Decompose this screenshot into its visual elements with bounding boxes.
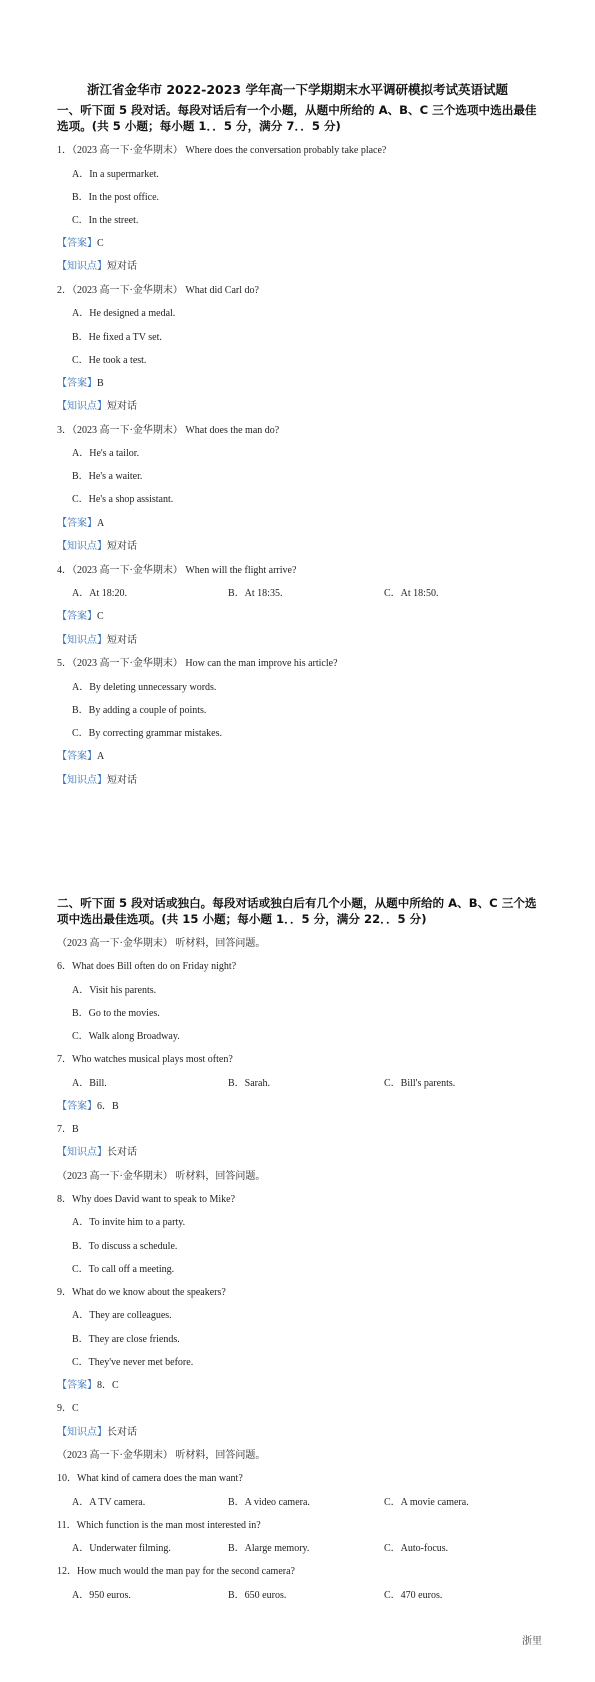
question-number: 5． <box>57 658 72 669</box>
knowledge-point-value: 长对话 <box>107 1147 137 1158</box>
answer-group-1 <box>57 1097 119 1112</box>
question-source: （2023 高一下·金华期末） <box>72 425 183 436</box>
answer-value: C <box>97 238 104 249</box>
knowledge-point-value: 短对话 <box>107 541 137 552</box>
option-2c: C．He took a test. <box>72 355 147 366</box>
section-1-heading-line-1: 一、听下面 5 段对话。每段对话后有一个小题，从题中所给的 A、B、C 三个选项中选出最佳 <box>57 103 537 117</box>
question-10: 10．What kind of camera does the man want? <box>57 1473 243 1484</box>
question-number: 1． <box>57 145 72 156</box>
section-1-heading <box>57 103 555 134</box>
question-3 <box>57 421 279 436</box>
option-10c: C．A movie camera. <box>384 1497 469 1508</box>
page-footer-mark: 浙里 <box>522 1636 542 1647</box>
option-3a: A．He's a tailor. <box>72 448 140 459</box>
question-2 <box>57 281 259 296</box>
answer-4 <box>57 607 104 622</box>
knowledge-point-2 <box>57 397 137 412</box>
answer-value: A <box>97 751 105 762</box>
answer-group-2-line-2: 9．C <box>57 1403 79 1414</box>
option-10a: A．A TV camera. <box>72 1497 146 1508</box>
option-11b: B．Alarge memory. <box>228 1543 310 1554</box>
option-3b: B．He's a waiter. <box>72 471 143 482</box>
answer-tag: 【答案】 <box>57 751 97 762</box>
knowledge-point-3 <box>57 537 137 552</box>
option-7a: A．Bill. <box>72 1078 107 1089</box>
answer-tag: 【答案】 <box>57 238 97 249</box>
knowledge-point-tag: 【知识点】 <box>57 401 107 412</box>
option-2a: A．He designed a medal. <box>72 308 176 319</box>
option-3c: C．He's a shop assistant. <box>72 494 174 505</box>
knowledge-point-group-2 <box>57 1423 137 1438</box>
group-3-intro: （2023 高一下·金华期末） 听材料，回答问题。 <box>57 1450 266 1461</box>
question-source: （2023 高一下·金华期末） <box>72 285 183 296</box>
option-5a: A．By deleting unnecessary words. <box>72 682 217 693</box>
question-number: 2． <box>57 285 72 296</box>
answer-tag: 【答案】 <box>57 378 97 389</box>
knowledge-point-tag: 【知识点】 <box>57 1427 107 1438</box>
option-6a: A．Visit his parents. <box>72 985 157 996</box>
option-11c: C．Auto-focus. <box>384 1543 449 1554</box>
document-title: 浙江省金华市 2022-2023 学年高一下学期期末水平调研模拟考试英语试题 <box>87 82 508 97</box>
option-4a: A．At 18:20. <box>72 588 127 599</box>
option-5b: B．By adding a couple of points. <box>72 705 207 716</box>
knowledge-point-tag: 【知识点】 <box>57 1147 107 1158</box>
option-12a: A．950 euros. <box>72 1590 131 1601</box>
question-4 <box>57 561 296 576</box>
knowledge-point-group-1 <box>57 1143 137 1158</box>
answer-value: B <box>97 378 104 389</box>
section-2-heading <box>57 896 555 927</box>
question-text: What does the man do? <box>185 425 280 436</box>
option-9a: A．They are colleagues. <box>72 1310 172 1321</box>
knowledge-point-tag: 【知识点】 <box>57 541 107 552</box>
knowledge-point-value: 短对话 <box>107 635 137 646</box>
question-8: 8．Why does David want to speak to Mike? <box>57 1194 236 1205</box>
knowledge-point-value: 短对话 <box>107 401 137 412</box>
question-source: （2023 高一下·金华期末） <box>72 658 183 669</box>
answer-tag: 【答案】 <box>57 1101 97 1112</box>
answer-tag: 【答案】 <box>57 611 97 622</box>
question-number: 4． <box>57 565 72 576</box>
question-9: 9．What do we know about the speakers? <box>57 1287 226 1298</box>
option-8b: B．To discuss a schedule. <box>72 1241 178 1252</box>
knowledge-point-value: 短对话 <box>107 775 137 786</box>
option-8a: A．To invite him to a party. <box>72 1217 186 1228</box>
section-2-heading-line-1: 二、听下面 5 段对话或独白。每段对话或独白后有几个小题，从题中所给的 A、B、C 三个选 <box>57 896 537 910</box>
answer-1 <box>57 234 104 249</box>
group-2-intro: （2023 高一下·金华期末） 听材料，回答问题。 <box>57 1171 266 1182</box>
knowledge-point-value: 长对话 <box>107 1427 137 1438</box>
option-6b: B．Go to the movies. <box>72 1008 160 1019</box>
question-text: Where does the conversation probably take place? <box>185 145 387 156</box>
option-1a: A．In a supermarket. <box>72 169 159 180</box>
question-6: 6．What does Bill often do on Friday night? <box>57 961 237 972</box>
answer-value: 8．C <box>97 1380 119 1391</box>
question-number: 3． <box>57 425 72 436</box>
question-12: 12．How much would the man pay for the second camera? <box>57 1566 295 1577</box>
question-text: How can the man improve his article? <box>185 658 338 669</box>
option-9b: B．They are close friends. <box>72 1334 180 1345</box>
question-source: （2023 高一下·金华期末） <box>72 565 183 576</box>
question-7: 7．Who watches musical plays most often? <box>57 1054 233 1065</box>
answer-2 <box>57 374 104 389</box>
answer-tag: 【答案】 <box>57 518 97 529</box>
question-11: 11．Which function is the man most interested in? <box>57 1520 261 1531</box>
option-8c: C．To call off a meeting. <box>72 1264 175 1275</box>
knowledge-point-tag: 【知识点】 <box>57 261 107 272</box>
section-1-heading-line-2: 选项。(共 5 小题；每小题 1．．5 分，满分 7．．5 分) <box>57 118 341 133</box>
question-text: What did Carl do? <box>185 285 259 296</box>
group-1-intro: （2023 高一下·金华期末） 听材料，回答问题。 <box>57 938 266 949</box>
question-source: （2023 高一下·金华期末） <box>72 145 183 156</box>
answer-tag: 【答案】 <box>57 1380 97 1391</box>
answer-3 <box>57 514 104 529</box>
answer-group-2 <box>57 1376 119 1391</box>
knowledge-point-4 <box>57 631 137 646</box>
question-1 <box>57 141 386 156</box>
option-4b: B．At 18:35. <box>228 588 283 599</box>
option-9c: C．They've never met before. <box>72 1357 194 1368</box>
knowledge-point-value: 短对话 <box>107 261 137 272</box>
option-6c: C．Walk along Broadway. <box>72 1031 180 1042</box>
section-2-heading-line-2: 项中选出最佳选项。(共 15 小题；每小题 1．．5 分，满分 22．．5 分) <box>57 911 427 926</box>
knowledge-point-tag: 【知识点】 <box>57 775 107 786</box>
option-1c: C．In the street. <box>72 215 139 226</box>
answer-5 <box>57 747 104 762</box>
option-1b: B．In the post office. <box>72 192 160 203</box>
knowledge-point-5 <box>57 771 137 786</box>
answer-group-1-line-2: 7．B <box>57 1124 79 1135</box>
option-7b: B．Sarah. <box>228 1078 270 1089</box>
option-12c: C．470 euros. <box>384 1590 443 1601</box>
knowledge-point-tag: 【知识点】 <box>57 635 107 646</box>
option-2b: B．He fixed a TV set. <box>72 332 162 343</box>
question-5 <box>57 654 338 669</box>
knowledge-point-1 <box>57 257 137 272</box>
answer-value: C <box>97 611 104 622</box>
option-7c: C．Bill's parents. <box>384 1078 456 1089</box>
option-4c: C．At 18:50. <box>384 588 439 599</box>
answer-value: A <box>97 518 105 529</box>
option-5c: C．By correcting grammar mistakes. <box>72 728 222 739</box>
answer-value: 6．B <box>97 1101 119 1112</box>
option-10b: B．A video camera. <box>228 1497 310 1508</box>
question-text: When will the flight arrive? <box>185 565 297 576</box>
option-12b: B．650 euros. <box>228 1590 287 1601</box>
option-11a: A．Underwater filming. <box>72 1543 171 1554</box>
